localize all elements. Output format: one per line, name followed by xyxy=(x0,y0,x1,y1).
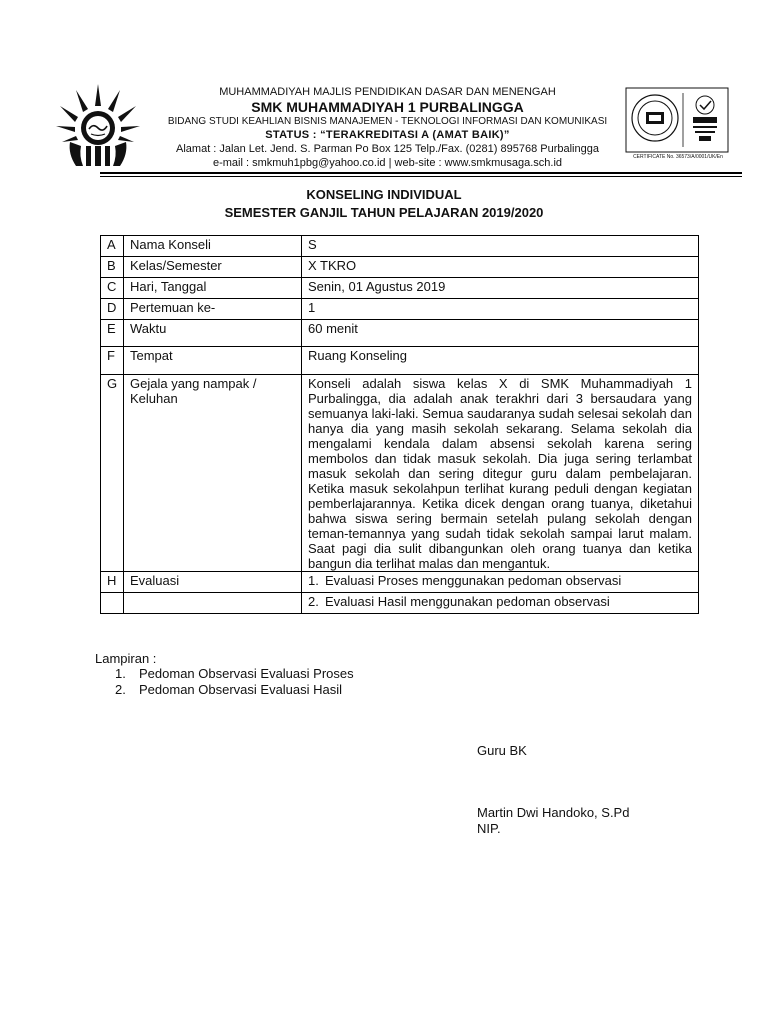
row-code: C xyxy=(101,278,124,299)
school-address: Alamat : Jalan Let. Jend. S. Parman Po Box 125 Telp./Fax. (0281) 895768 Purbalingga xyxy=(176,143,599,155)
attachment-item xyxy=(115,666,354,681)
row-code: A xyxy=(101,236,124,257)
organization-name: MUHAMMADIYAH MAJLIS PENDIDIKAN DASAR DAN MENENGAH xyxy=(219,86,556,98)
counseling-table xyxy=(100,235,699,614)
row-label-empty xyxy=(124,593,302,614)
row-label: Pertemuan ke- xyxy=(124,299,302,320)
evaluation-item-text: Evaluasi Hasil menggunakan pedoman observasi xyxy=(325,594,610,609)
evaluation-item-number: 1. xyxy=(308,573,319,588)
row-label: Nama Konseli xyxy=(124,236,302,257)
row-label: Hari, Tanggal xyxy=(124,278,302,299)
table-row xyxy=(101,572,699,593)
document-subtitle: SEMESTER GANJIL TAHUN PELAJARAN 2019/2020 xyxy=(224,205,544,220)
school-contact: e-mail : smkmuh1pbg@yahoo.co.id | web-site : www.smkmusaga.sch.id xyxy=(212,157,563,169)
table-row xyxy=(101,347,699,375)
muhammadiyah-sun-logo-icon xyxy=(56,82,140,168)
attachment-item-text: Pedoman Observasi Evaluasi Proses xyxy=(139,666,354,681)
attachment-item-number: 1. xyxy=(115,666,126,681)
attachment-item xyxy=(115,682,342,697)
row-code: F xyxy=(101,347,124,375)
accreditation-status: STATUS : “TERAKREDITASI A (AMAT BAIK)” xyxy=(265,129,510,141)
table-row xyxy=(101,278,699,299)
row-label: Kelas/Semester xyxy=(124,257,302,278)
row-code-empty xyxy=(101,593,124,614)
signature-name: Martin Dwi Handoko, S.Pd xyxy=(477,805,630,820)
row-value: 1 xyxy=(302,299,699,320)
study-field: BIDANG STUDI KEAHLIAN BISNIS MANAJEMEN - TEKNOLOGI INFORMASI DAN KOMUNIKASI xyxy=(167,116,608,127)
row-code: G xyxy=(101,375,124,572)
table-row xyxy=(101,236,699,257)
row-value: S xyxy=(302,236,699,257)
row-code: B xyxy=(101,257,124,278)
row-code: H xyxy=(101,572,124,593)
row-value: 60 menit xyxy=(302,320,699,347)
row-label: Gejala yang nampak / Keluhan xyxy=(124,375,302,572)
table-row xyxy=(101,257,699,278)
signature-nip: NIP. xyxy=(477,821,501,836)
row-label: Tempat xyxy=(124,347,302,375)
attachment-item-number: 2. xyxy=(115,682,126,697)
row-value: X TKRO xyxy=(302,257,699,278)
letterhead-divider-thin xyxy=(100,176,742,177)
signature-role: Guru BK xyxy=(477,743,527,758)
row-code: E xyxy=(101,320,124,347)
row-label: Evaluasi xyxy=(124,572,302,593)
evaluation-item-number: 2. xyxy=(308,594,319,609)
row-value: Ruang Konseling xyxy=(302,347,699,375)
table-row xyxy=(101,375,699,572)
row-code: D xyxy=(101,299,124,320)
letterhead-divider-thick xyxy=(100,172,742,174)
attachment-label: Lampiran : xyxy=(95,651,157,666)
school-name: SMK MUHAMMADIYAH 1 PURBALINGGA xyxy=(251,99,524,115)
table-row xyxy=(101,299,699,320)
row-value: Konseli adalah siswa kelas X di SMK Muhammadiyah 1 Purbalingga, dia adalah anak terakhri dari 3 bersaudara yang semuanya laki-laki. Semua saudaranya sudah selesai sekolah dan hanya dia yang masih sekolah sekarang. Selama sekolah dia mengalami kendala dalam absensi sekolah karena sering membolos dan tidak masuk sekolah. Dia juga sering terlambat masuk sekolah dan sering ditegur guru dalam pembelajaran. Ketika masuk sekolahpun terlihat kurang peduli dengan kegiatan pemberlajarannya. Ketika dicek dengan orang tuanya, diketahui bahwa siswa sering bermain setelah pulang sekolah dengan teman-temannya yang sudah tidak sekolah sampai larut malam. Saat pagi dia sulit dibangunkan oleh orang tuanya dan ketika bangun dia terlihat malas dan mengantuk. xyxy=(302,375,699,572)
evaluation-item xyxy=(302,572,699,593)
table-row xyxy=(101,593,699,614)
iso-ukas-certification-icon xyxy=(625,87,729,153)
row-label: Waktu xyxy=(124,320,302,347)
table-row xyxy=(101,320,699,347)
attachment-item-text: Pedoman Observasi Evaluasi Hasil xyxy=(139,682,343,697)
evaluation-item xyxy=(302,593,699,614)
document-title: KONSELING INDIVIDUAL xyxy=(306,187,462,202)
evaluation-item-text: Evaluasi Proses menggunakan pedoman observasi xyxy=(325,573,622,588)
row-value: Senin, 01 Agustus 2019 xyxy=(302,278,699,299)
certificate-number: CERTIFICATE No. 36573/A/0001/UK/En xyxy=(633,154,723,160)
